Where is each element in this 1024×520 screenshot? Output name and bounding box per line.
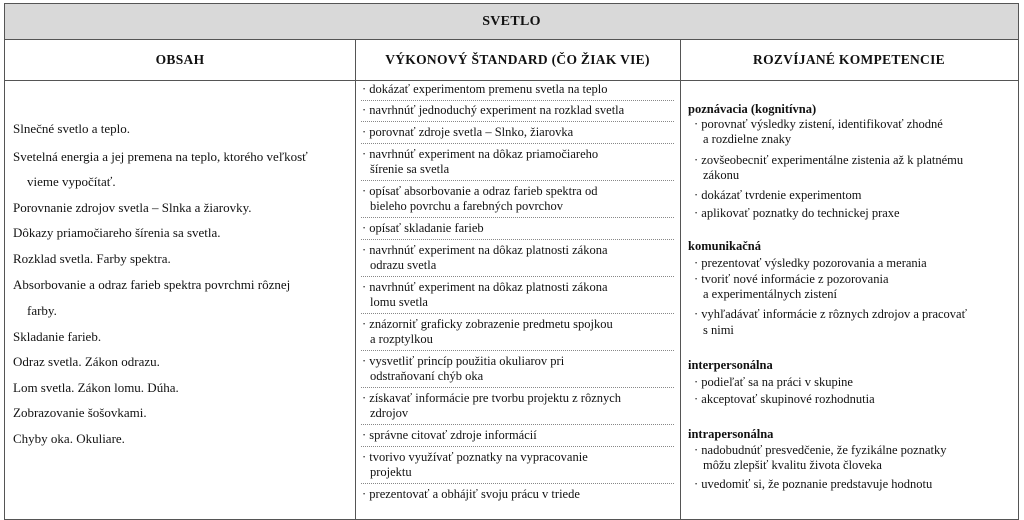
- content-column: [4, 80, 356, 520]
- standard-line: lomu svetla: [370, 295, 428, 309]
- row-separator: [361, 143, 674, 144]
- row-separator: [361, 483, 674, 484]
- competency-line: zákonu: [703, 168, 740, 182]
- content-line: Rozklad svetla. Farby spektra.: [13, 251, 171, 266]
- standard-line: · tvorivo využívať poznatky na vypracovanie: [362, 450, 588, 464]
- content-line: vieme vypočítať.: [27, 174, 116, 189]
- standard-line: · navrhnúť jednoduchý experiment na rozklad svetla: [362, 103, 625, 117]
- standard-line: šírenie sa svetla: [370, 162, 450, 176]
- row-separator: [361, 350, 674, 351]
- competency-line: · nadobudnúť presvedčenie, že fyzikálne poznatky: [694, 443, 947, 457]
- row-separator: [361, 121, 674, 122]
- row-separator: [361, 180, 674, 181]
- content-line: Skladanie farieb.: [13, 329, 102, 344]
- competency-line: · akceptovať skupinové rozhodnutia: [694, 392, 875, 406]
- standard-column: [355, 80, 681, 520]
- content-line: Lom svetla. Zákon lomu. Dúha.: [13, 380, 179, 395]
- content-line: Zobrazovanie šošovkami.: [13, 405, 147, 420]
- competency-line: · vyhľadávať informácie z rôznych zdrojov a pracovať: [694, 307, 967, 321]
- standard-line: · správne citovať zdroje informácií: [362, 428, 537, 442]
- standard-line: · vysvetliť princíp použitia okuliarov pri: [362, 354, 565, 368]
- competency-line: · tvoriť nové informácie z pozorovania: [694, 272, 889, 286]
- content-line: Chyby oka. Okuliare.: [13, 431, 125, 446]
- content-line: Dôkazy priamočiareho šírenia sa svetla.: [13, 225, 221, 240]
- standard-line: odrazu svetla: [370, 258, 437, 272]
- row-separator: [361, 239, 674, 240]
- row-separator: [361, 424, 674, 425]
- row-separator: [361, 313, 674, 314]
- content-line: farby.: [27, 303, 57, 318]
- competency-category: interpersonálna: [688, 358, 773, 372]
- standard-line: · získavať informácie pre tvorbu projektu z rôznych: [362, 391, 622, 405]
- competency-category: komunikačná: [688, 239, 761, 253]
- standard-line: · prezentovať a obhájiť svoju prácu v triede: [362, 487, 580, 501]
- header-content: OBSAH: [4, 40, 356, 81]
- standard-line: · navrhnúť experiment na dôkaz platnosti zákona: [362, 280, 608, 294]
- competency-line: · podieľať sa na práci v skupine: [694, 375, 853, 389]
- standard-line: · opísať absorbovanie a odraz farieb spektra od: [362, 184, 598, 198]
- competency-line: · aplikovať poznatky do technickej praxe: [694, 206, 900, 220]
- content-line: Odraz svetla. Zákon odrazu.: [13, 354, 160, 369]
- content-line: Slnečné svetlo a teplo.: [13, 121, 130, 136]
- competency-line: · porovnať výsledky zistení, identifikovať zhodné: [694, 117, 943, 131]
- table-title: SVETLO: [4, 3, 1019, 40]
- competency-line: · prezentovať výsledky pozorovania a merania: [694, 256, 927, 270]
- standard-line: · dokázať experimentom premenu svetla na teplo: [362, 82, 608, 96]
- standard-line: · porovnať zdroje svetla – Slnko, žiarovka: [362, 125, 574, 139]
- content-line: Svetelná energia a jej premena na teplo, ktorého veľkosť: [13, 149, 308, 164]
- header-standard: VÝKONOVÝ ŠTANDARD (ČO ŽIAK VIE): [355, 40, 681, 81]
- competency-line: · dokázať tvrdenie experimentom: [694, 188, 862, 202]
- row-separator: [361, 446, 674, 447]
- row-separator: [361, 276, 674, 277]
- competency-category: poznávacia (kognitívna): [688, 102, 817, 116]
- competency-line: a rozdielne znaky: [703, 132, 792, 146]
- standard-line: · opísať skladanie farieb: [362, 221, 484, 235]
- standard-line: · znázorniť graficky zobrazenie predmetu spojkou: [362, 317, 613, 331]
- competency-line: môžu zlepšiť kvalitu života človeka: [703, 458, 882, 472]
- header-competencies: ROZVÍJANÉ KOMPETENCIE: [680, 40, 1019, 81]
- competency-category: intrapersonálna: [688, 427, 774, 441]
- competencies-column: [680, 80, 1019, 520]
- row-separator: [361, 100, 674, 101]
- competency-line: s nimi: [703, 323, 734, 337]
- row-separator: [361, 217, 674, 218]
- standard-line: · navrhnúť experiment na dôkaz priamočiareho: [362, 147, 599, 161]
- competency-line: · zovšeobecniť experimentálne zistenia až k platnému: [694, 153, 964, 167]
- row-separator: [361, 387, 674, 388]
- competency-line: · uvedomiť si, že poznanie predstavuje hodnotu: [694, 477, 933, 491]
- standard-line: odstraňovaní chýb oka: [370, 369, 484, 383]
- competency-line: a experimentálnych zistení: [703, 287, 837, 301]
- standard-line: a rozptylkou: [370, 332, 433, 346]
- standard-line: · navrhnúť experiment na dôkaz platnosti zákona: [362, 243, 608, 257]
- standard-line: zdrojov: [370, 406, 409, 420]
- content-line: Absorbovanie a odraz farieb spektra povrchmi rôznej: [13, 277, 291, 292]
- standard-line: bieleho povrchu a farebných povrchov: [370, 199, 563, 213]
- standard-line: projektu: [370, 465, 412, 479]
- content-line: Porovnanie zdrojov svetla – Slnka a žiarovky.: [13, 200, 252, 215]
